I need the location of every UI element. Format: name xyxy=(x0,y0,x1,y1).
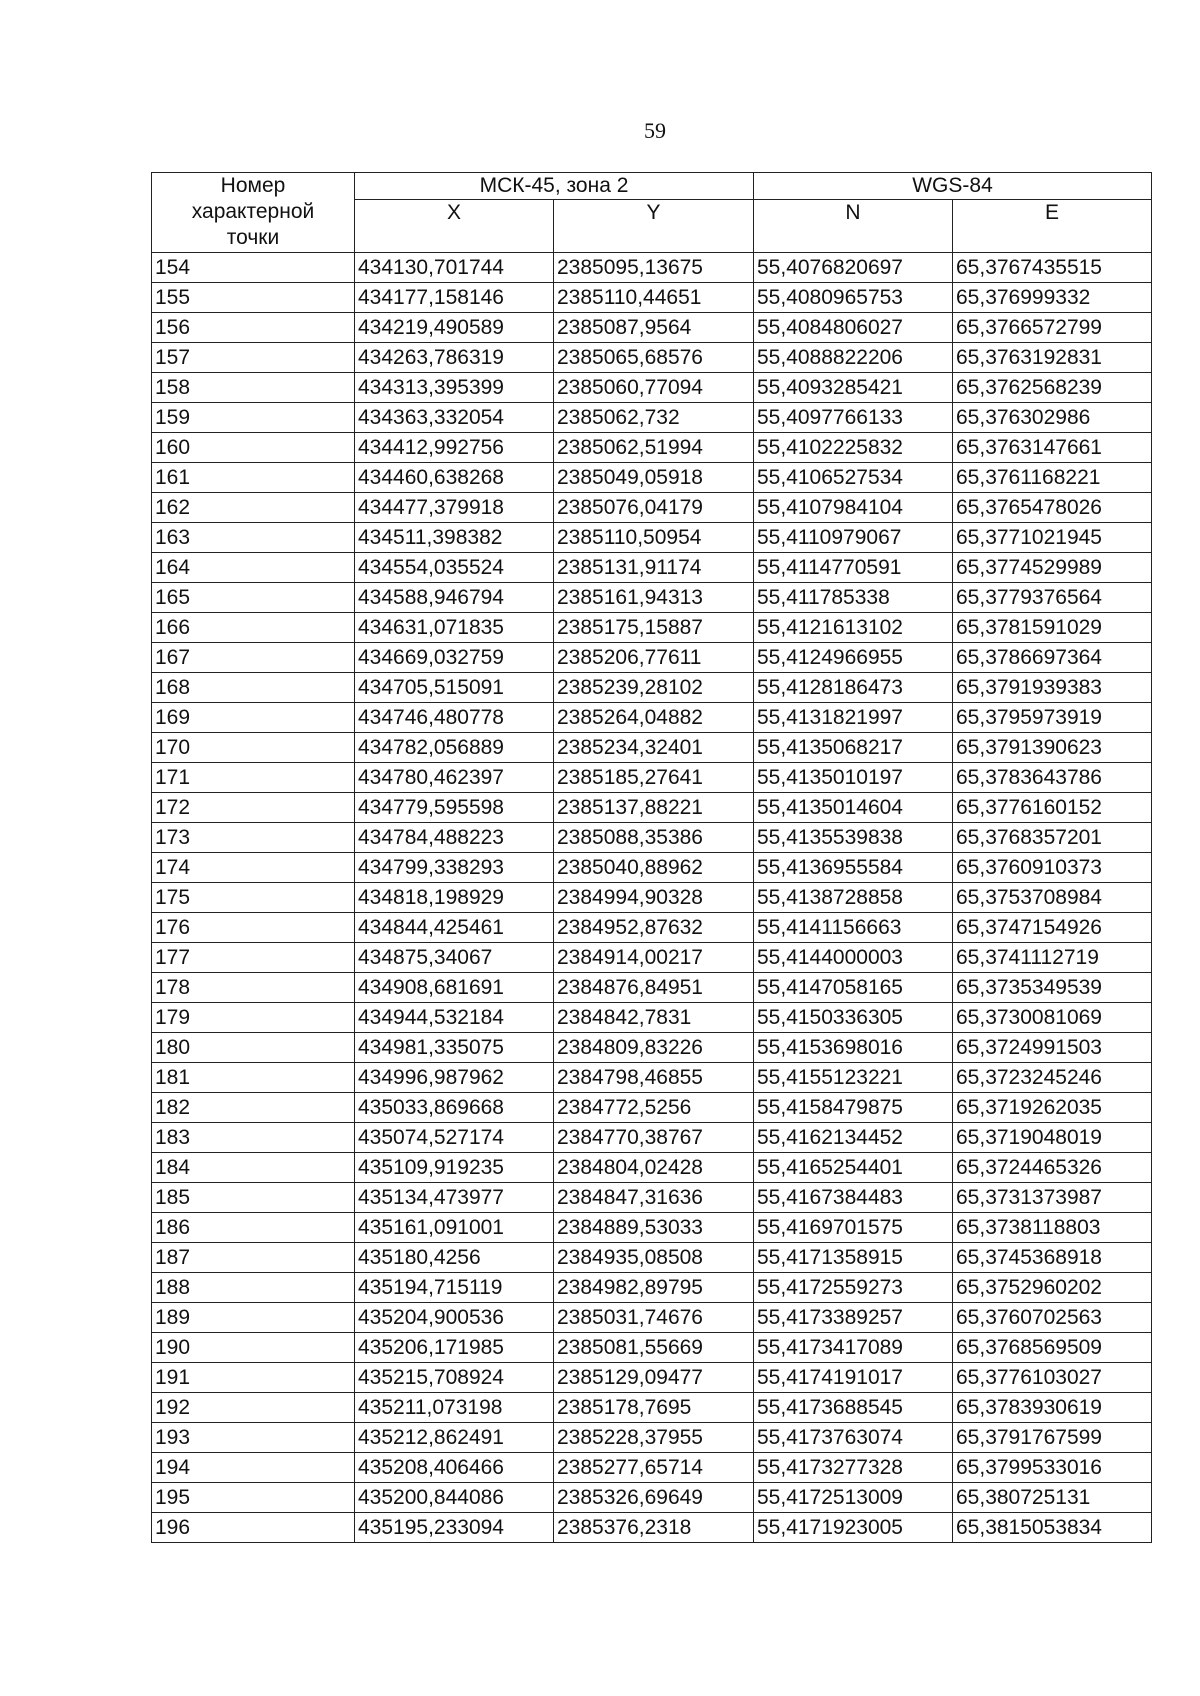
cell-e-value: 65,3799533016 xyxy=(953,1453,1152,1483)
cell-e-value: 65,3768569509 xyxy=(953,1333,1152,1363)
cell-y-value: 2385031,74676 xyxy=(554,1303,754,1333)
cell-y-value: 2384935,08508 xyxy=(554,1243,754,1273)
cell-point-number: 183 xyxy=(152,1123,355,1153)
cell-e-value: 65,376302986 xyxy=(953,403,1152,433)
cell-e-value: 65,3776160152 xyxy=(953,793,1152,823)
cell-n-value: 55,4106527534 xyxy=(754,463,953,493)
cell-y-value: 2384772,5256 xyxy=(554,1093,754,1123)
cell-x-value: 434944,532184 xyxy=(355,1003,554,1033)
cell-point-number: 165 xyxy=(152,583,355,613)
cell-n-value: 55,4110979067 xyxy=(754,523,953,553)
cell-point-number: 192 xyxy=(152,1393,355,1423)
cell-point-number: 191 xyxy=(152,1363,355,1393)
cell-y-value: 2385110,44651 xyxy=(554,283,754,313)
table-row xyxy=(152,853,1152,883)
cell-point-number: 154 xyxy=(152,253,355,283)
cell-n-value: 55,4167384483 xyxy=(754,1183,953,1213)
cell-point-number: 196 xyxy=(152,1513,355,1543)
cell-point-number: 157 xyxy=(152,343,355,373)
cell-x-value: 434705,515091 xyxy=(355,673,554,703)
cell-y-value: 2385088,35386 xyxy=(554,823,754,853)
cell-n-value: 55,4173417089 xyxy=(754,1333,953,1363)
cell-e-value: 65,3724991503 xyxy=(953,1033,1152,1063)
cell-point-number: 195 xyxy=(152,1483,355,1513)
cell-n-value: 55,4138728858 xyxy=(754,883,953,913)
cell-point-number: 174 xyxy=(152,853,355,883)
cell-e-value: 65,376999332 xyxy=(953,283,1152,313)
cell-x-value: 435161,091001 xyxy=(355,1213,554,1243)
cell-e-value: 65,3762568239 xyxy=(953,373,1152,403)
cell-y-value: 2385040,88962 xyxy=(554,853,754,883)
cell-point-number: 193 xyxy=(152,1423,355,1453)
table-row xyxy=(152,793,1152,823)
cell-point-number: 180 xyxy=(152,1033,355,1063)
cell-n-value: 55,4172559273 xyxy=(754,1273,953,1303)
cell-e-value: 65,3779376564 xyxy=(953,583,1152,613)
cell-y-value: 2384804,02428 xyxy=(554,1153,754,1183)
cell-point-number: 186 xyxy=(152,1213,355,1243)
table-row xyxy=(152,913,1152,943)
header-x: X xyxy=(355,200,554,253)
cell-x-value: 435074,527174 xyxy=(355,1123,554,1153)
cell-y-value: 2385228,37955 xyxy=(554,1423,754,1453)
cell-y-value: 2385087,9564 xyxy=(554,313,754,343)
cell-e-value: 65,3741112719 xyxy=(953,943,1152,973)
cell-e-value: 65,3738118803 xyxy=(953,1213,1152,1243)
header-number-line-1: Номер xyxy=(220,174,286,197)
cell-y-value: 2385264,04882 xyxy=(554,703,754,733)
table-row xyxy=(152,1183,1152,1213)
cell-y-value: 2384847,31636 xyxy=(554,1183,754,1213)
cell-x-value: 434313,395399 xyxy=(355,373,554,403)
cell-e-value: 65,3783930619 xyxy=(953,1393,1152,1423)
cell-y-value: 2384914,00217 xyxy=(554,943,754,973)
cell-n-value: 55,4107984104 xyxy=(754,493,953,523)
cell-e-value: 65,3815053834 xyxy=(953,1513,1152,1543)
cell-point-number: 190 xyxy=(152,1333,355,1363)
cell-e-value: 65,3752960202 xyxy=(953,1273,1152,1303)
cell-e-value: 65,3776103027 xyxy=(953,1363,1152,1393)
cell-n-value: 55,4114770591 xyxy=(754,553,953,583)
cell-x-value: 435206,171985 xyxy=(355,1333,554,1363)
cell-e-value: 65,3761168221 xyxy=(953,463,1152,493)
cell-y-value: 2385175,15887 xyxy=(554,613,754,643)
cell-point-number: 187 xyxy=(152,1243,355,1273)
cell-x-value: 434219,490589 xyxy=(355,313,554,343)
cell-n-value: 55,4121613102 xyxy=(754,613,953,643)
cell-y-value: 2385234,32401 xyxy=(554,733,754,763)
coordinates-table xyxy=(151,172,1152,1543)
cell-y-value: 2385062,51994 xyxy=(554,433,754,463)
cell-y-value: 2385049,05918 xyxy=(554,463,754,493)
cell-n-value: 55,4147058165 xyxy=(754,973,953,1003)
cell-x-value: 435180,4256 xyxy=(355,1243,554,1273)
cell-y-value: 2385277,65714 xyxy=(554,1453,754,1483)
cell-e-value: 65,3771021945 xyxy=(953,523,1152,553)
table-row xyxy=(152,1003,1152,1033)
table-row xyxy=(152,313,1152,343)
cell-y-value: 2385131,91174 xyxy=(554,553,754,583)
table-row xyxy=(152,433,1152,463)
cell-point-number: 178 xyxy=(152,973,355,1003)
cell-point-number: 163 xyxy=(152,523,355,553)
cell-e-value: 65,3747154926 xyxy=(953,913,1152,943)
cell-y-value: 2385185,27641 xyxy=(554,763,754,793)
cell-point-number: 185 xyxy=(152,1183,355,1213)
table-row xyxy=(152,1123,1152,1153)
cell-point-number: 167 xyxy=(152,643,355,673)
cell-n-value: 55,4124966955 xyxy=(754,643,953,673)
cell-x-value: 435211,073198 xyxy=(355,1393,554,1423)
cell-e-value: 65,3745368918 xyxy=(953,1243,1152,1273)
cell-y-value: 2384842,7831 xyxy=(554,1003,754,1033)
cell-n-value: 55,4173389257 xyxy=(754,1303,953,1333)
header-point-number xyxy=(152,173,355,253)
cell-x-value: 435204,900536 xyxy=(355,1303,554,1333)
cell-x-value: 434460,638268 xyxy=(355,463,554,493)
cell-y-value: 2384798,46855 xyxy=(554,1063,754,1093)
table-row xyxy=(152,1093,1152,1123)
cell-n-value: 55,4076820697 xyxy=(754,253,953,283)
cell-e-value: 65,3768357201 xyxy=(953,823,1152,853)
cell-y-value: 2385206,77611 xyxy=(554,643,754,673)
cell-x-value: 434363,332054 xyxy=(355,403,554,433)
cell-n-value: 55,4153698016 xyxy=(754,1033,953,1063)
cell-y-value: 2384876,84951 xyxy=(554,973,754,1003)
table-row xyxy=(152,1243,1152,1273)
cell-e-value: 65,3735349539 xyxy=(953,973,1152,1003)
cell-x-value: 434908,681691 xyxy=(355,973,554,1003)
cell-point-number: 177 xyxy=(152,943,355,973)
header-y: Y xyxy=(554,200,754,253)
table-row xyxy=(152,973,1152,1003)
cell-n-value: 55,4084806027 xyxy=(754,313,953,343)
cell-point-number: 166 xyxy=(152,613,355,643)
cell-x-value: 434263,786319 xyxy=(355,343,554,373)
table-row xyxy=(152,1393,1152,1423)
cell-n-value: 55,4171358915 xyxy=(754,1243,953,1273)
cell-point-number: 194 xyxy=(152,1453,355,1483)
table-row xyxy=(152,1453,1152,1483)
table-row xyxy=(152,1423,1152,1453)
cell-y-value: 2385065,68576 xyxy=(554,343,754,373)
cell-x-value: 434130,701744 xyxy=(355,253,554,283)
cell-y-value: 2385081,55669 xyxy=(554,1333,754,1363)
cell-e-value: 65,3763192831 xyxy=(953,343,1152,373)
cell-x-value: 434799,338293 xyxy=(355,853,554,883)
table-row xyxy=(152,553,1152,583)
cell-x-value: 434818,198929 xyxy=(355,883,554,913)
table-row xyxy=(152,373,1152,403)
cell-x-value: 434412,992756 xyxy=(355,433,554,463)
page-number: 59 xyxy=(644,118,666,143)
cell-y-value: 2384889,53033 xyxy=(554,1213,754,1243)
cell-n-value: 55,4102225832 xyxy=(754,433,953,463)
header-e: E xyxy=(953,200,1152,253)
table-row xyxy=(152,763,1152,793)
cell-e-value: 65,3791767599 xyxy=(953,1423,1152,1453)
cell-x-value: 434746,480778 xyxy=(355,703,554,733)
cell-e-value: 65,3781591029 xyxy=(953,613,1152,643)
cell-point-number: 189 xyxy=(152,1303,355,1333)
cell-n-value: 55,4162134452 xyxy=(754,1123,953,1153)
cell-point-number: 159 xyxy=(152,403,355,433)
cell-n-value: 55,4088822206 xyxy=(754,343,953,373)
cell-n-value: 55,4155123221 xyxy=(754,1063,953,1093)
cell-x-value: 434782,056889 xyxy=(355,733,554,763)
cell-e-value: 65,3724465326 xyxy=(953,1153,1152,1183)
cell-y-value: 2384982,89795 xyxy=(554,1273,754,1303)
table-row xyxy=(152,1063,1152,1093)
table-row xyxy=(152,1303,1152,1333)
table-row xyxy=(152,823,1152,853)
cell-e-value: 65,3786697364 xyxy=(953,643,1152,673)
cell-x-value: 434780,462397 xyxy=(355,763,554,793)
table-row xyxy=(152,643,1152,673)
table-body xyxy=(152,253,1152,1543)
cell-point-number: 164 xyxy=(152,553,355,583)
header-number-line-3: точки xyxy=(226,226,280,249)
cell-point-number: 162 xyxy=(152,493,355,523)
table-row xyxy=(152,703,1152,733)
cell-y-value: 2385161,94313 xyxy=(554,583,754,613)
cell-x-value: 434669,032759 xyxy=(355,643,554,673)
cell-x-value: 435200,844086 xyxy=(355,1483,554,1513)
cell-x-value: 434588,946794 xyxy=(355,583,554,613)
cell-point-number: 176 xyxy=(152,913,355,943)
cell-n-value: 55,4135010197 xyxy=(754,763,953,793)
cell-point-number: 168 xyxy=(152,673,355,703)
cell-x-value: 435195,233094 xyxy=(355,1513,554,1543)
cell-e-value: 65,3753708984 xyxy=(953,883,1152,913)
cell-point-number: 171 xyxy=(152,763,355,793)
cell-y-value: 2385062,732 xyxy=(554,403,754,433)
cell-y-value: 2385076,04179 xyxy=(554,493,754,523)
cell-point-number: 181 xyxy=(152,1063,355,1093)
cell-point-number: 175 xyxy=(152,883,355,913)
cell-point-number: 172 xyxy=(152,793,355,823)
cell-e-value: 65,3719048019 xyxy=(953,1123,1152,1153)
cell-n-value: 55,4172513009 xyxy=(754,1483,953,1513)
cell-e-value: 65,3719262035 xyxy=(953,1093,1152,1123)
cell-n-value: 55,4150336305 xyxy=(754,1003,953,1033)
cell-y-value: 2385129,09477 xyxy=(554,1363,754,1393)
cell-n-value: 55,4165254401 xyxy=(754,1153,953,1183)
cell-e-value: 65,380725131 xyxy=(953,1483,1152,1513)
cell-e-value: 65,3791939383 xyxy=(953,673,1152,703)
header-n: N xyxy=(754,200,953,253)
cell-y-value: 2385110,50954 xyxy=(554,523,754,553)
header-number-line-2: характерной xyxy=(191,200,315,223)
table-row xyxy=(152,583,1152,613)
cell-e-value: 65,3723245246 xyxy=(953,1063,1152,1093)
cell-x-value: 434779,595598 xyxy=(355,793,554,823)
cell-y-value: 2385376,2318 xyxy=(554,1513,754,1543)
table-row xyxy=(152,883,1152,913)
table-row xyxy=(152,343,1152,373)
cell-y-value: 2385239,28102 xyxy=(554,673,754,703)
cell-y-value: 2385326,69649 xyxy=(554,1483,754,1513)
cell-n-value: 55,4136955584 xyxy=(754,853,953,883)
table-row xyxy=(152,493,1152,523)
table-row xyxy=(152,403,1152,433)
cell-y-value: 2385060,77094 xyxy=(554,373,754,403)
cell-n-value: 55,4097766133 xyxy=(754,403,953,433)
cell-x-value: 434631,071835 xyxy=(355,613,554,643)
cell-x-value: 434477,379918 xyxy=(355,493,554,523)
cell-x-value: 435109,919235 xyxy=(355,1153,554,1183)
cell-n-value: 55,4158479875 xyxy=(754,1093,953,1123)
table-row xyxy=(152,1033,1152,1063)
cell-point-number: 179 xyxy=(152,1003,355,1033)
cell-y-value: 2385178,7695 xyxy=(554,1393,754,1423)
cell-x-value: 434784,488223 xyxy=(355,823,554,853)
table-row xyxy=(152,1513,1152,1543)
cell-point-number: 156 xyxy=(152,313,355,343)
table-row xyxy=(152,1333,1152,1363)
cell-point-number: 184 xyxy=(152,1153,355,1183)
cell-point-number: 155 xyxy=(152,283,355,313)
cell-e-value: 65,3763147661 xyxy=(953,433,1152,463)
cell-x-value: 434511,398382 xyxy=(355,523,554,553)
cell-n-value: 55,4131821997 xyxy=(754,703,953,733)
cell-y-value: 2384809,83226 xyxy=(554,1033,754,1063)
cell-point-number: 170 xyxy=(152,733,355,763)
cell-n-value: 55,411785338 xyxy=(754,583,953,613)
cell-n-value: 55,4135068217 xyxy=(754,733,953,763)
cell-y-value: 2385137,88221 xyxy=(554,793,754,823)
cell-n-value: 55,4173688545 xyxy=(754,1393,953,1423)
cell-e-value: 65,3766572799 xyxy=(953,313,1152,343)
cell-point-number: 188 xyxy=(152,1273,355,1303)
cell-e-value: 65,3731373987 xyxy=(953,1183,1152,1213)
cell-e-value: 65,3767435515 xyxy=(953,253,1152,283)
cell-x-value: 435134,473977 xyxy=(355,1183,554,1213)
cell-n-value: 55,4135014604 xyxy=(754,793,953,823)
cell-e-value: 65,3774529989 xyxy=(953,553,1152,583)
cell-x-value: 435033,869668 xyxy=(355,1093,554,1123)
table-row xyxy=(152,463,1152,493)
table-row xyxy=(152,1153,1152,1183)
cell-n-value: 55,4080965753 xyxy=(754,283,953,313)
cell-x-value: 434996,987962 xyxy=(355,1063,554,1093)
cell-y-value: 2384994,90328 xyxy=(554,883,754,913)
table-row xyxy=(152,673,1152,703)
cell-x-value: 434844,425461 xyxy=(355,913,554,943)
table-row xyxy=(152,943,1152,973)
cell-x-value: 434981,335075 xyxy=(355,1033,554,1063)
cell-e-value: 65,3765478026 xyxy=(953,493,1152,523)
cell-e-value: 65,3730081069 xyxy=(953,1003,1152,1033)
cell-e-value: 65,3791390623 xyxy=(953,733,1152,763)
cell-x-value: 434554,035524 xyxy=(355,553,554,583)
cell-n-value: 55,4135539838 xyxy=(754,823,953,853)
cell-n-value: 55,4169701575 xyxy=(754,1213,953,1243)
cell-n-value: 55,4171923005 xyxy=(754,1513,953,1543)
cell-n-value: 55,4128186473 xyxy=(754,673,953,703)
cell-e-value: 65,3760910373 xyxy=(953,853,1152,883)
cell-x-value: 434177,158146 xyxy=(355,283,554,313)
cell-n-value: 55,4174191017 xyxy=(754,1363,953,1393)
table-row xyxy=(152,283,1152,313)
table-row xyxy=(152,1213,1152,1243)
cell-x-value: 435208,406466 xyxy=(355,1453,554,1483)
table-row xyxy=(152,1273,1152,1303)
cell-point-number: 173 xyxy=(152,823,355,853)
cell-x-value: 435215,708924 xyxy=(355,1363,554,1393)
cell-e-value: 65,3760702563 xyxy=(953,1303,1152,1333)
header-wgs84: WGS-84 xyxy=(754,173,1152,200)
cell-y-value: 2384770,38767 xyxy=(554,1123,754,1153)
table-row xyxy=(152,733,1152,763)
table-row xyxy=(152,523,1152,553)
cell-n-value: 55,4173277328 xyxy=(754,1453,953,1483)
cell-n-value: 55,4144000003 xyxy=(754,943,953,973)
table-row xyxy=(152,1483,1152,1513)
cell-e-value: 65,3783643786 xyxy=(953,763,1152,793)
table-row xyxy=(152,613,1152,643)
cell-n-value: 55,4093285421 xyxy=(754,373,953,403)
cell-y-value: 2385095,13675 xyxy=(554,253,754,283)
table-row xyxy=(152,1363,1152,1393)
cell-n-value: 55,4141156663 xyxy=(754,913,953,943)
cell-point-number: 169 xyxy=(152,703,355,733)
cell-point-number: 182 xyxy=(152,1093,355,1123)
cell-x-value: 434875,34067 xyxy=(355,943,554,973)
header-msk45: МСК-45, зона 2 xyxy=(355,173,754,200)
cell-point-number: 158 xyxy=(152,373,355,403)
cell-e-value: 65,3795973919 xyxy=(953,703,1152,733)
cell-x-value: 435212,862491 xyxy=(355,1423,554,1453)
table-row xyxy=(152,253,1152,283)
cell-point-number: 161 xyxy=(152,463,355,493)
cell-n-value: 55,4173763074 xyxy=(754,1423,953,1453)
cell-y-value: 2384952,87632 xyxy=(554,913,754,943)
cell-x-value: 435194,715119 xyxy=(355,1273,554,1303)
cell-point-number: 160 xyxy=(152,433,355,463)
